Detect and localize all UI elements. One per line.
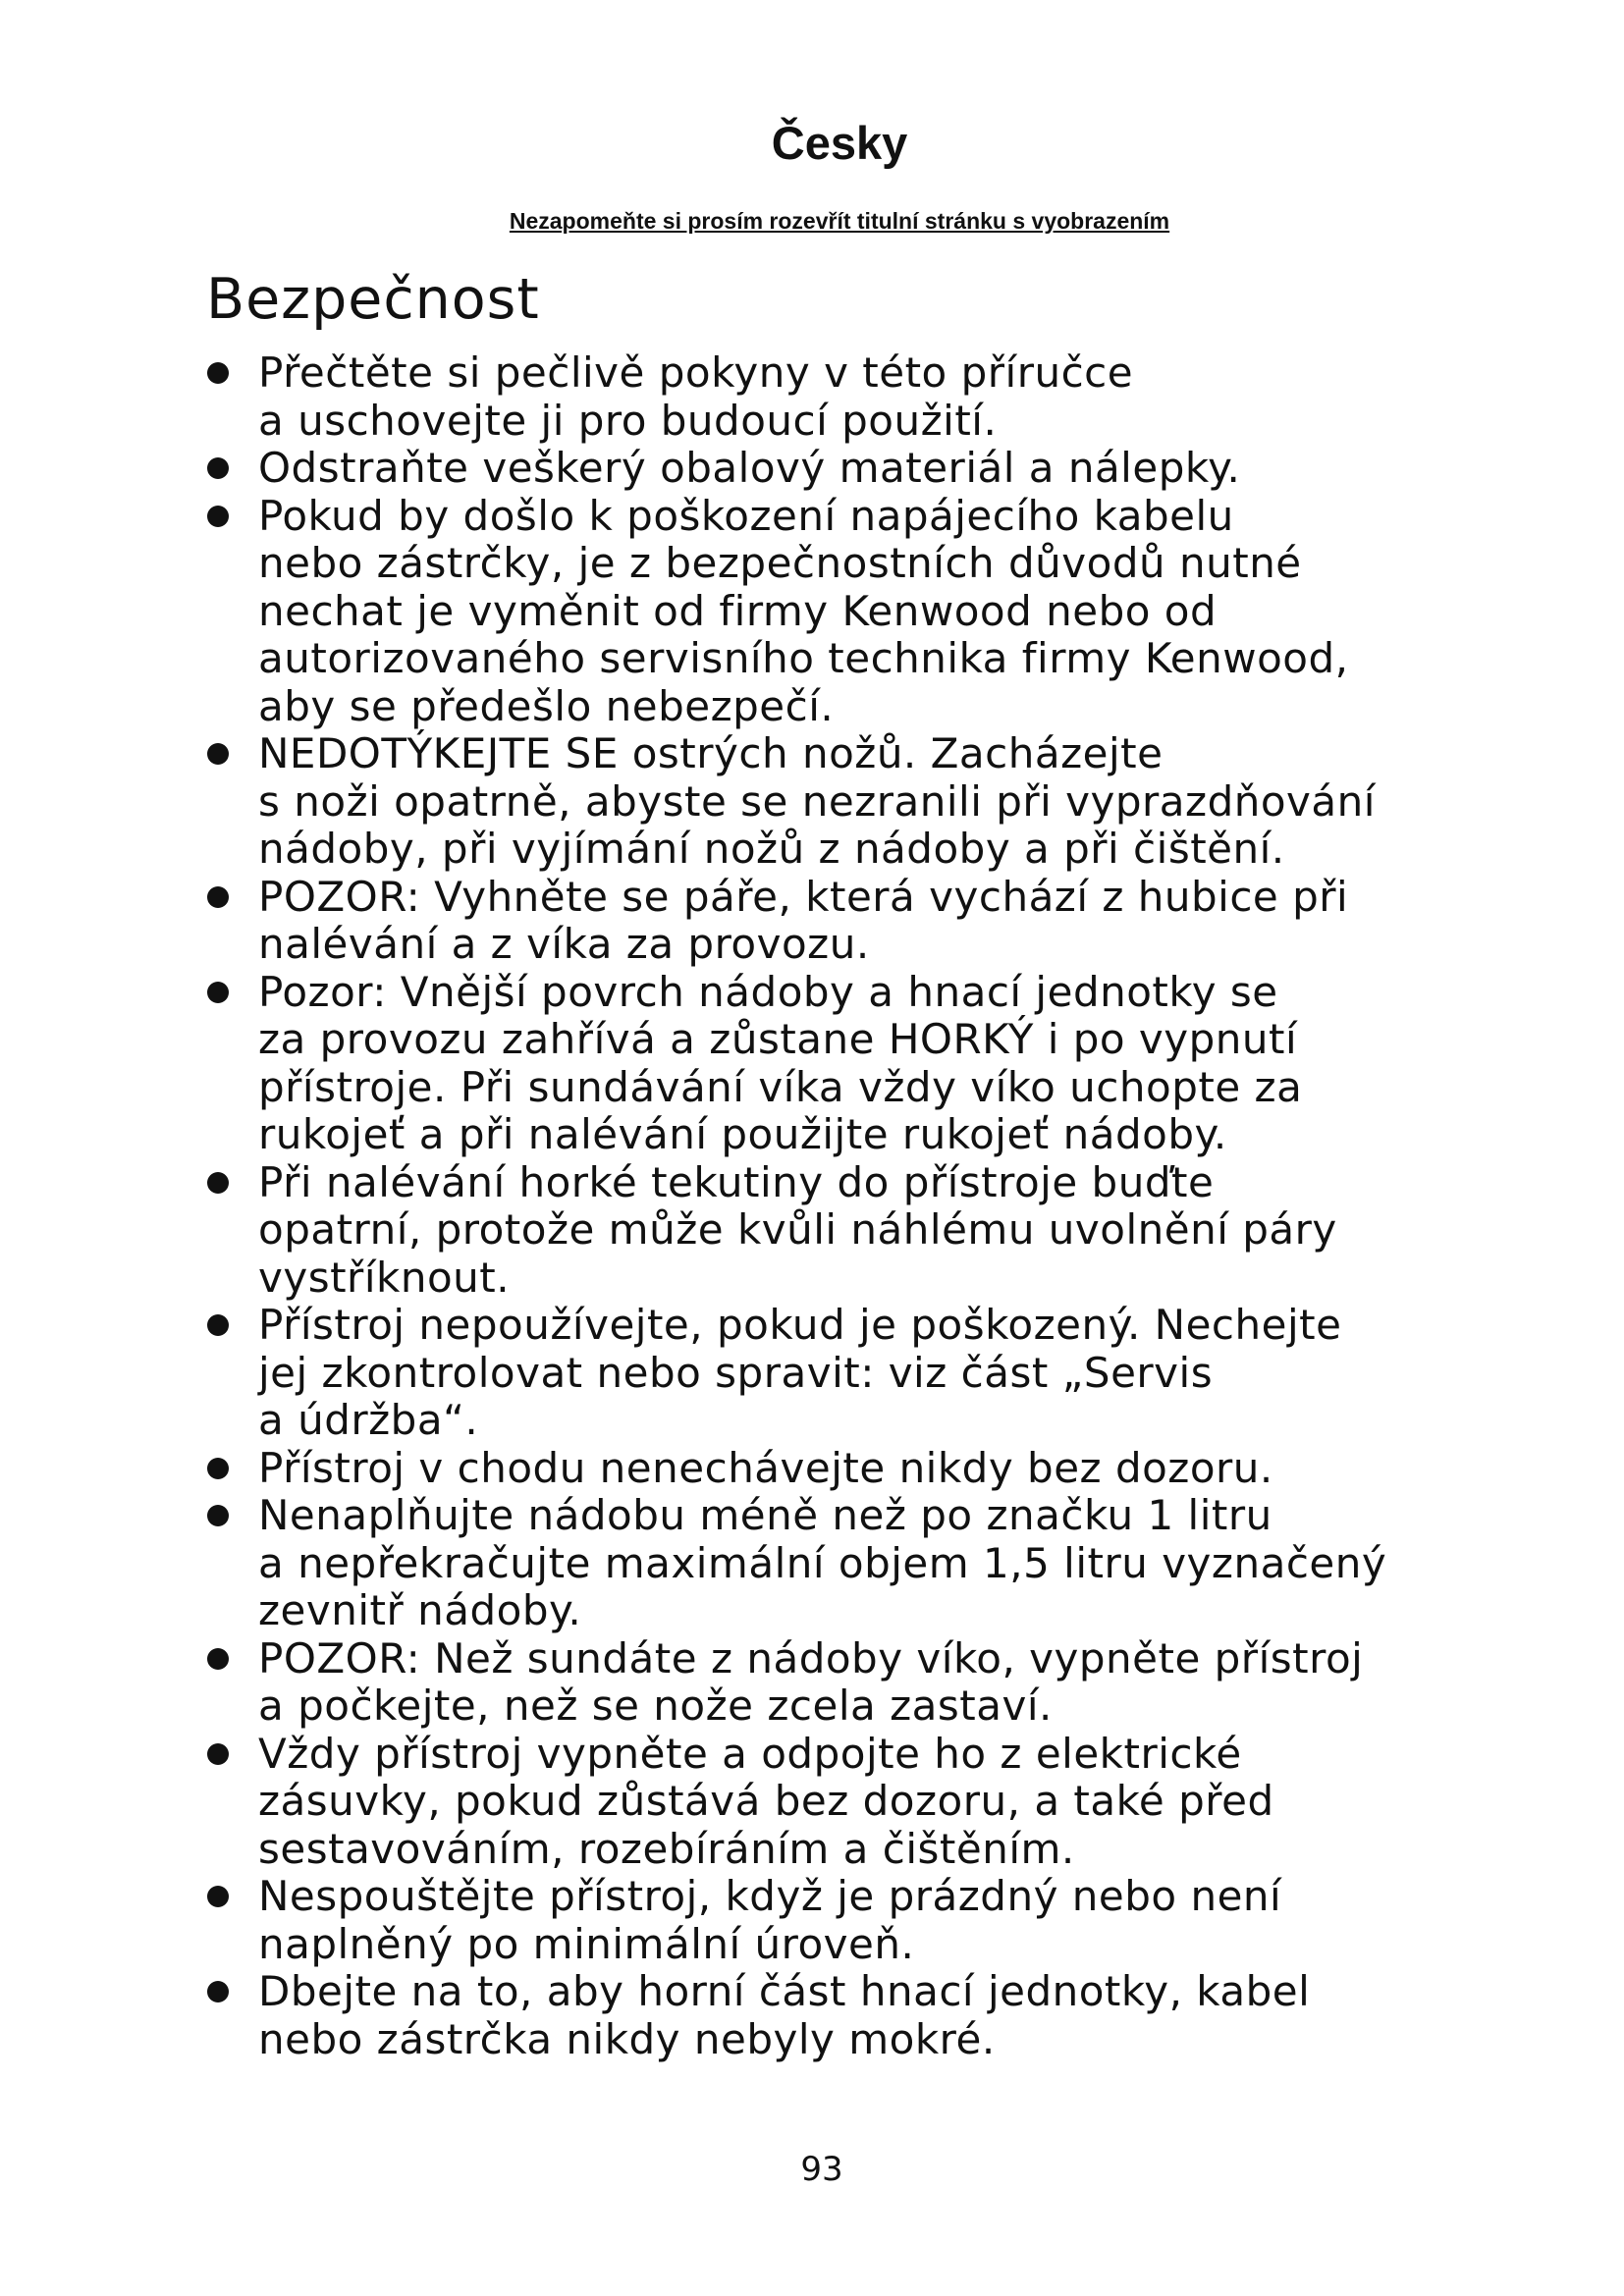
list-item: [0, 969, 1624, 1159]
bullet-icon: [207, 1743, 229, 1765]
bullet-icon: [207, 982, 229, 1003]
subtitle-note: Nezapomeňte si prosím rozevřít titulní stránku s vyobrazením: [509, 208, 1170, 234]
list-item-line: Přečtěte si pečlivě pokyny v této příručce: [258, 348, 1134, 397]
list-item-line: Pozor: Vnější povrch nádoby a hnací jednotky se: [258, 967, 1278, 1016]
list-item-line: Nenaplňujte nádobu méně než po značku 1 litru: [258, 1491, 1272, 1539]
list-item-line: sestavováním, rozebíráním a čištěním.: [258, 1824, 1075, 1873]
list-item: [0, 1635, 1624, 1731]
list-item-line: Odstraňte veškerý obalový materiál a nálepky.: [258, 444, 1241, 492]
list-item-line: nebo zástrčka nikdy nebyly mokré.: [258, 2014, 996, 2063]
list-item-line: zevnitř nádoby.: [258, 1586, 582, 1634]
list-item-line: a nepřekračujte maximální objem 1,5 litru vyznačený: [258, 1538, 1387, 1587]
safety-list: [0, 349, 1624, 2063]
bullet-icon: [207, 1981, 229, 2002]
bullet-icon: [207, 886, 229, 908]
list-item: [0, 445, 1624, 493]
list-item-line: naplněný po minimální úroveň.: [258, 1919, 915, 1968]
list-item-line: POZOR: Vyhněte se páře, která vychází z hubice při: [258, 872, 1349, 921]
list-item-line: Při nalévání horké tekutiny do přístroje buďte: [258, 1157, 1215, 1206]
list-item-line: rukojeť a při nalévání použijte rukojeť nádoby.: [258, 1110, 1227, 1158]
bullet-icon: [207, 1505, 229, 1526]
section-heading: Bezpečnost: [206, 267, 540, 332]
list-item-line: a počkejte, než se nože zcela zastaví.: [258, 1682, 1053, 1730]
list-item: [0, 1731, 1624, 1874]
list-item-line: nebo zástrčky, je z bezpečnostních důvodů nutné: [258, 539, 1302, 587]
bullet-icon: [207, 1458, 229, 1479]
list-item-line: NEDOTÝKEJTE SE ostrých nožů. Zacházejte: [258, 729, 1164, 777]
list-item: [0, 1302, 1624, 1445]
list-item-line: a údržba“.: [258, 1396, 479, 1444]
list-item: [0, 1873, 1624, 1968]
bullet-icon: [207, 506, 229, 527]
list-item: [0, 730, 1624, 874]
list-item-line: a uschovejte ji pro budoucí použití.: [258, 396, 998, 445]
list-item-line: autorizovaného servisního technika firmy Kenwood,: [258, 634, 1349, 682]
list-item-line: aby se předešlo nebezpečí.: [258, 681, 835, 730]
bullet-icon: [207, 362, 229, 384]
bullet-icon: [207, 1172, 229, 1194]
list-item-line: Nespouštějte přístroj, když je prázdný nebo není: [258, 1872, 1282, 1920]
list-item-line: Pokud by došlo k poškození napájecího kabelu: [258, 491, 1234, 540]
list-item: [0, 874, 1624, 969]
bullet-icon: [207, 457, 229, 479]
page-title: Česky: [771, 117, 908, 169]
list-item-line: Přístroj v chodu nenechávejte nikdy bez dozoru.: [258, 1443, 1273, 1492]
list-item: [0, 1968, 1624, 2063]
list-item-line: POZOR: Než sundáte z nádoby víko, vypněte přístroj: [258, 1633, 1364, 1682]
list-item-line: přístroje. Při sundávání víka vždy víko uchopte za: [258, 1062, 1303, 1111]
bullet-icon: [207, 1886, 229, 1907]
list-item-line: nechat je vyměnit od firmy Kenwood nebo od: [258, 586, 1218, 635]
list-item-line: Vždy přístroj vypněte a odpojte ho z elektrické: [258, 1729, 1242, 1778]
list-item-line: vystříknout.: [258, 1253, 511, 1302]
list-item-line: s noži opatrně, abyste se nezranili při vyprazdňování: [258, 776, 1376, 826]
list-item: [0, 349, 1624, 445]
list-item-line: zásuvky, pokud zůstává bez dozoru, a také před: [258, 1777, 1274, 1825]
page-number: 93: [800, 2150, 843, 2189]
list-item-line: Dbejte na to, aby horní část hnací jednotky, kabel: [258, 1967, 1311, 2015]
list-item-line: za provozu zahřívá a zůstane HORKÝ i po vypnutí: [258, 1015, 1298, 1063]
list-item-line: opatrní, protože může kvůli náhlému uvolnění páry: [258, 1205, 1337, 1254]
list-item-line: Přístroj nepoužívejte, pokud je poškozený. Nechejte: [258, 1301, 1342, 1349]
list-item-line: jej zkontrolovat nebo spravit: viz část „Servis: [258, 1348, 1214, 1397]
list-item: [0, 493, 1624, 731]
list-item: [0, 1159, 1624, 1303]
list-item: [0, 1492, 1624, 1635]
bullet-icon: [207, 1314, 229, 1336]
list-item: [0, 1445, 1624, 1493]
bullet-icon: [207, 1648, 229, 1670]
bullet-icon: [207, 743, 229, 765]
list-item-line: nádoby, při vyjímání nožů z nádoby a při čištění.: [258, 825, 1285, 873]
list-item-line: nalévání a z víka za provozu.: [258, 920, 870, 968]
